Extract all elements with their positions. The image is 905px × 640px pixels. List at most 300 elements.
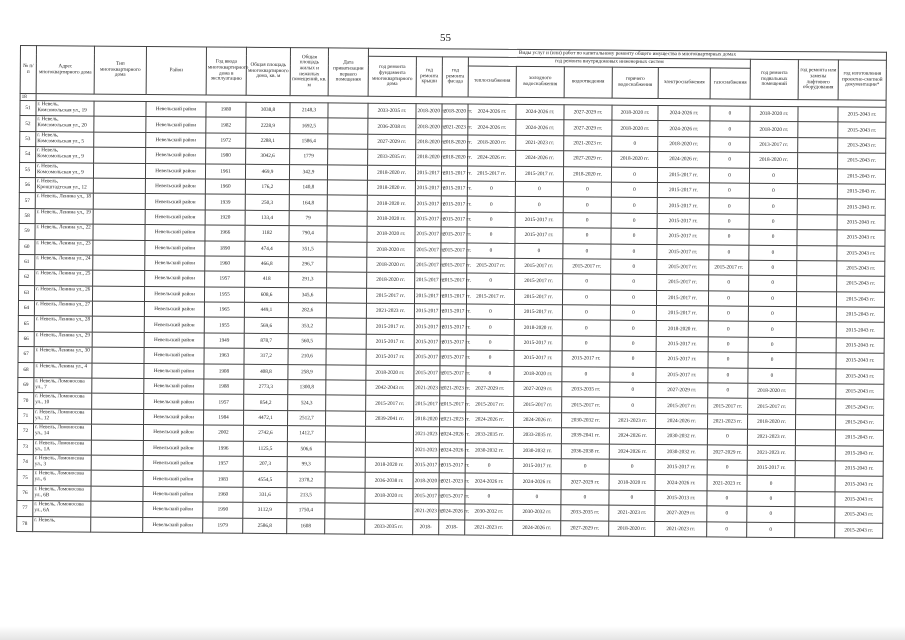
row-design: 2015-2043 гг. (835, 492, 883, 508)
row-electric: 2015-2013 гг. (655, 490, 707, 506)
row-heat: 0 (467, 181, 515, 197)
row-cold-water: 2024-2026 гг. (516, 151, 564, 167)
row-design: 2015-2043 гг. (837, 215, 885, 231)
row-privatization (326, 411, 366, 427)
row-district: Невельский район (143, 502, 203, 518)
row-type (93, 240, 145, 256)
row-drain: 2030-2032 гг. (562, 413, 610, 429)
row-living-area: 1750,4 (287, 503, 325, 519)
row-district: Невельский район (146, 148, 206, 164)
row-lift (797, 184, 837, 200)
row-district: Невельский район (145, 194, 205, 210)
row-basement: 0 (747, 506, 795, 522)
row-gas: 0 (709, 214, 749, 230)
row-design: 2015-2043 гг. (836, 384, 884, 400)
row-basement: 0 (748, 368, 796, 384)
row-number: 58 (19, 208, 35, 224)
row-heat: 0 (465, 458, 513, 474)
row-district: Невельский район (144, 348, 204, 364)
row-total-area: 2288,1 (246, 133, 290, 149)
row-foundation: 2018-2020 гг. (367, 196, 415, 212)
row-living-area: 524,3 (288, 395, 326, 411)
row-foundation: 2018-2020 гг. (367, 257, 415, 273)
row-living-area: 2148,3 (290, 103, 328, 119)
row-living-area: 164,8 (289, 195, 327, 211)
row-privatization (325, 503, 365, 519)
row-address: г. Невель, Ломоносова ул., 14 (33, 424, 91, 440)
row-roof: 2015-2017 гг. (415, 242, 441, 258)
row-type (91, 455, 143, 471)
row-design: 2015-2043 гг. (837, 184, 885, 200)
row-total-area: 331,6 (243, 487, 287, 503)
row-roof: 2015-2017 гг. (414, 350, 440, 366)
row-lift (796, 353, 836, 369)
col-roof-header: год ремонта крыши (416, 57, 442, 97)
repair-schedule-table (16, 45, 887, 539)
col-hot-water-header: горячего водоснабжения (612, 67, 658, 98)
row-type (91, 440, 143, 456)
row-cold-water: 2021-2023 гг. (516, 135, 564, 151)
row-address: г. Невель, Кронштадтская ул., 12 (35, 178, 93, 194)
row-facade: 2015-2017 гг. (440, 319, 466, 335)
row-gas: 0 (709, 183, 749, 199)
row-district: Невельский район (144, 317, 204, 333)
row-heat: 2024-2026 гг. (465, 473, 513, 489)
row-year: 1972 (206, 133, 246, 149)
row-cold-water: 2015-2017 гг. (515, 258, 563, 274)
row-privatization (326, 288, 366, 304)
row-facade: 2015-2017 гг. (441, 196, 467, 212)
row-drain: 2027-2029 гг. (564, 105, 612, 121)
row-design: 2015-2043 гг. (837, 230, 885, 246)
row-living-area: 506,6 (287, 441, 325, 457)
row-foundation (365, 503, 413, 519)
row-number: 69 (18, 378, 34, 394)
row-district: Невельский район (145, 255, 205, 271)
row-design: 2015-2043 гг. (838, 122, 886, 138)
row-drain: 2027-2029 гг. (561, 474, 609, 490)
row-gas: 2027-2029 гг. (707, 445, 747, 461)
row-hot-water: 2024-2026 гг. (609, 444, 655, 460)
row-heat: 0 (467, 273, 515, 289)
row-basement: 2021-2023 гг. (747, 445, 795, 461)
row-type (94, 101, 146, 117)
row-number: 77 (17, 501, 33, 517)
row-design: 2015-2043 гг. (838, 153, 886, 169)
row-type (92, 286, 144, 302)
row-basement: 0 (749, 276, 797, 292)
row-gas: 0 (707, 460, 747, 476)
row-design: 2015-2043 гг. (836, 307, 884, 323)
row-lift (797, 230, 837, 246)
row-total-area: 176,2 (245, 179, 289, 195)
row-total-area: 3112,9 (243, 502, 287, 518)
row-year: 1890 (205, 240, 245, 256)
row-type (91, 517, 143, 533)
row-design: 2015-2043 гг. (837, 245, 885, 261)
row-design: 2015-2043 гг. (837, 261, 885, 277)
row-basement: 2018-2020 гг. (748, 383, 796, 399)
row-privatization (326, 349, 366, 365)
row-design: 2015-2043 гг. (835, 476, 883, 492)
row-privatization (326, 334, 366, 350)
row-facade: 2024-2026 гг. (439, 504, 465, 520)
row-drain: 0 (562, 320, 610, 336)
row-facade: 2015-2017 гг. (439, 489, 465, 505)
row-total-area: 418 (245, 272, 289, 288)
row-facade: 2015-2017 гг. (441, 273, 467, 289)
row-year: 1988 (204, 379, 244, 395)
row-total-area: 469,9 (245, 164, 289, 180)
row-total-area: 608,6 (244, 287, 288, 303)
row-total-area: 3038,8 (246, 102, 290, 118)
row-foundation: 2033-2035 гг. (368, 149, 416, 165)
row-lift (798, 153, 838, 169)
row-facade: 2015-2017 гг. (441, 227, 467, 243)
row-drain: 2015-2017 гг. (562, 397, 610, 413)
row-electric: 2015-2017 гг. (657, 275, 709, 291)
row-basement: 0 (749, 183, 797, 199)
row-address: г. Невель, Ленина ул., 25 (35, 270, 93, 286)
row-lift (797, 199, 837, 215)
row-year: 1957 (204, 394, 244, 410)
row-roof: 2021-2023 гг. (413, 427, 439, 443)
row-heat: 0 (466, 366, 514, 382)
row-year: 1966 (205, 225, 245, 241)
row-type (93, 255, 145, 271)
row-electric: 2015-2017 гг. (655, 459, 707, 475)
row-lift (795, 522, 835, 538)
row-roof: 2015-2017 гг. (415, 227, 441, 243)
row-address: г. Невель, Ломоносова ул., 6А (33, 501, 91, 517)
row-electric: 2030-2032 гг. (655, 429, 707, 445)
row-gas: 0 (708, 368, 748, 384)
row-electric: 2024-2026 гг. (658, 152, 710, 168)
row-heat: 2015-2017 гг. (466, 289, 514, 305)
row-electric: 2024-2026 гг. (655, 475, 707, 491)
row-lift (795, 430, 835, 446)
row-electric: 2018-2020 гг. (656, 321, 708, 337)
row-gas: 0 (707, 521, 747, 537)
row-hot-water: 0 (611, 182, 657, 198)
row-electric: 2015-2017 гг. (657, 259, 709, 275)
row-roof: 2018-2020 гг. (414, 411, 440, 427)
row-foundation: 2015-2017 гг. (366, 396, 414, 412)
row-facade: 2021-2023 гг. (442, 119, 468, 135)
row-type (91, 486, 143, 502)
row-type (91, 424, 143, 440)
row-lift (795, 507, 835, 523)
row-basement: 0 (749, 245, 797, 261)
row-drain: 2021-2023 гг. (564, 136, 612, 152)
systems-group-header: год ремонта внутридомовых инженерных систем (468, 57, 750, 68)
row-number: 60 (19, 239, 35, 255)
row-year: 1955 (204, 317, 244, 333)
row-roof: 2021-2023 гг. (413, 504, 439, 520)
col-type-header: Тип многоквартирного дома (94, 46, 146, 94)
row-privatization (325, 488, 365, 504)
row-gas: 0 (709, 244, 749, 260)
row-number: 61 (19, 254, 35, 270)
row-number: 75 (17, 470, 33, 486)
row-cold-water: 2024-2026 гг. (516, 120, 564, 136)
row-roof: 2015-2017 гг. (415, 165, 441, 181)
row-year: 1965 (204, 302, 244, 318)
row-total-area: 2773,3 (244, 379, 288, 395)
row-living-area: 1412,7 (287, 426, 325, 442)
row-number: 53 (20, 131, 36, 147)
row-number: 59 (19, 224, 35, 240)
row-basement: 0 (747, 476, 795, 492)
row-basement: 0 (748, 322, 796, 338)
row-basement: 2018-2020 гг. (750, 122, 798, 138)
row-roof: 2015-2017 гг. (415, 181, 441, 197)
row-type (92, 363, 144, 379)
row-number: 55 (19, 162, 35, 178)
row-foundation: 2042-2043 гг. (366, 380, 414, 396)
row-cold-water: 2015-2017 гг. (515, 166, 563, 182)
row-design: 2015-2043 гг. (836, 338, 884, 354)
row-address: г. Невель, Ломоносова ул., 1А (33, 439, 91, 455)
row-district: Невельский район (145, 271, 205, 287)
row-type (93, 224, 145, 240)
row-heat: 0 (466, 304, 514, 320)
row-basement: 0 (747, 522, 795, 538)
row-facade: 2018-2020 гг. (442, 150, 468, 166)
row-type (91, 470, 143, 486)
col-district-header: Район (146, 46, 206, 94)
row-living-area: 560,5 (288, 333, 326, 349)
row-heat: 2015-2017 гг. (467, 166, 515, 182)
row-privatization (326, 365, 366, 381)
row-number: 54 (20, 147, 36, 163)
row-hot-water: 0 (611, 274, 657, 290)
row-total-area: 250,3 (245, 195, 289, 211)
row-year: 1920 (205, 210, 245, 226)
row-hot-water: 2021-2023 гг. (609, 505, 655, 521)
row-total-area: 207,3 (243, 456, 287, 472)
row-privatization (325, 518, 365, 534)
row-privatization (326, 318, 366, 334)
row-privatization (326, 380, 366, 396)
row-privatization (326, 303, 366, 319)
row-electric: 2027-2029 гг. (655, 506, 707, 522)
row-electric: 2015-2017 гг. (657, 213, 709, 229)
row-roof: 2015-2017 гг. (413, 458, 439, 474)
row-basement: 0 (749, 168, 797, 184)
row-lift (795, 445, 835, 461)
row-electric: 2015-2017 гг. (657, 198, 709, 214)
row-address: г. Невель, Ленина ул., 29 (34, 331, 92, 347)
row-foundation: 2015-2017 гг. (366, 319, 414, 335)
row-living-area: 291,3 (289, 272, 327, 288)
row-type (92, 332, 144, 348)
row-address: г. Невель, Комсомольская ул., 9 (35, 162, 93, 178)
row-living-area: 140,8 (289, 180, 327, 196)
row-drain: 0 (562, 366, 610, 382)
row-heat: 2030-2032 гг. (465, 443, 513, 459)
row-total-area: 2228,9 (246, 118, 290, 134)
row-cold-water: 0 (515, 197, 563, 213)
row-cold-water: 2024-2026 гг. (513, 520, 561, 536)
row-design: 2015-2043 гг. (836, 369, 884, 385)
row-drain: 0 (561, 459, 609, 475)
row-hot-water: 0 (611, 259, 657, 275)
row-privatization (326, 395, 366, 411)
row-facade: 2024-2026 гг. (439, 427, 465, 443)
row-hot-water: 2018-2020 гг. (609, 475, 655, 491)
row-privatization (327, 241, 367, 257)
row-address: г. Невель, Ленина ул., 26 (34, 285, 92, 301)
row-address: г. Невель, Ломоносова ул., 6В (33, 485, 91, 501)
row-number: 62 (19, 270, 35, 286)
col-facade-header: год ремонта фасада (442, 57, 468, 97)
row-roof: 2015-2017 гг. (415, 273, 441, 289)
row-year: 1955 (204, 287, 244, 303)
row-type (92, 409, 144, 425)
row-gas: 0 (708, 383, 748, 399)
row-privatization (327, 226, 367, 242)
row-hot-water: 2018-2020 гг. (612, 105, 658, 121)
row-foundation: 2036-2038 гг. (365, 473, 413, 489)
row-address: г. Невель, Комсомольская ул., 5 (36, 131, 94, 147)
row-district: Невельский район (145, 240, 205, 256)
row-lift (797, 276, 837, 292)
row-total-area: 2742,6 (243, 425, 287, 441)
row-gas: 0 (709, 198, 749, 214)
col-total-area-header: Общая площадь многоквартирного дома, кв. м (246, 47, 290, 95)
row-foundation: 2036-2038 гг. (368, 119, 416, 135)
row-privatization (325, 472, 365, 488)
row-roof: 2015-2017 гг. (414, 304, 440, 320)
row-roof: 2018-2020 гг. (416, 150, 442, 166)
row-year: 1979 (203, 517, 243, 533)
row-drain: 2033-2035 гг. (561, 505, 609, 521)
row-drain: 0 (563, 228, 611, 244)
row-cold-water: 2015-2017 гг. (515, 212, 563, 228)
row-cold-water: 2015-2017 гг. (515, 228, 563, 244)
row-lift (796, 291, 836, 307)
row-drain: 0 (562, 336, 610, 352)
section-label: 18 (20, 94, 36, 101)
row-foundation: 2033-2035 гг. (368, 103, 416, 119)
row-total-area: 449,1 (244, 302, 288, 318)
col-number-header: № п/п (20, 46, 36, 94)
row-living-area: 790,4 (289, 226, 327, 242)
row-year: 1957 (205, 271, 245, 287)
row-district: Невельский район (143, 471, 203, 487)
row-facade: 2015-2017 гг. (440, 365, 466, 381)
row-electric: 2015-2017 гг. (657, 167, 709, 183)
row-lift (796, 399, 836, 415)
row-total-area: 466,8 (245, 256, 289, 272)
row-cold-water: 2030-2032 гг. (513, 505, 561, 521)
row-roof: 2015-2017 гг. (415, 196, 441, 212)
row-living-area: 1300,8 (288, 380, 326, 396)
row-drain: 0 (563, 182, 611, 198)
row-address: г. Невель, Ленина ул., 22 (35, 224, 93, 240)
row-basement: 2015-2017 гг. (748, 399, 796, 415)
row-cold-water: 2027-2029 гг. (514, 381, 562, 397)
row-address: г. Невель, Ленина ул., 18 (35, 193, 93, 209)
row-privatization (328, 118, 368, 134)
row-total-area: 474,4 (245, 241, 289, 257)
row-gas: 2021-2023 гг. (708, 414, 748, 430)
row-foundation: 2018-2020 гг. (365, 457, 413, 473)
row-electric: 2015-2017 гг. (656, 306, 708, 322)
row-living-area: 282,6 (288, 303, 326, 319)
row-district: Невельский район (146, 117, 206, 133)
row-number: 76 (17, 485, 33, 501)
row-type (92, 393, 144, 409)
row-drain: 2039-2041 гг. (561, 428, 609, 444)
row-gas: 0 (710, 106, 750, 122)
row-lift (795, 461, 835, 477)
row-lift (798, 122, 838, 138)
row-lift (796, 414, 836, 430)
row-gas: 0 (709, 275, 749, 291)
col-living-area-header: Общая площадь жилых и нежилых помещений, кв. м (290, 48, 328, 96)
row-total-area: 4472,1 (244, 410, 288, 426)
row-facade: 2015-2017 гг. (441, 242, 467, 258)
row-cold-water: 2015-2017 гг. (513, 458, 561, 474)
row-type (93, 178, 145, 194)
row-type (94, 132, 146, 148)
col-foundation-header: год ремонта фундамента многоквартирного дома (368, 56, 416, 96)
row-address: г. Невель, (33, 516, 91, 532)
row-heat: 0 (466, 350, 514, 366)
row-hot-water: 0 (610, 305, 656, 321)
row-privatization (327, 257, 367, 273)
row-drain: 2015-2017 гг. (562, 351, 610, 367)
row-heat: 0 (465, 489, 513, 505)
row-basement: 2018-2020 гг. (748, 414, 796, 430)
row-facade: 2015-2017 гг. (440, 335, 466, 351)
col-year-header: Год ввода многоквартирного дома в эксплуатацию (206, 47, 246, 95)
works-group-header: Виды услуг и (или) работ по капитальному ремонту общего имущества в многоквартирных домах (368, 48, 886, 60)
row-hot-water: 0 (610, 336, 656, 352)
row-facade: 2015-2017 гг. (440, 396, 466, 412)
row-gas: 0 (710, 152, 750, 168)
row-roof: 2015-2017 гг. (415, 258, 441, 274)
row-number: 74 (17, 454, 33, 470)
row-gas: 0 (707, 491, 747, 507)
row-facade: 2015-2017 гг. (440, 288, 466, 304)
row-address: г. Невель, Ломоносова ул., 7 (34, 378, 92, 394)
row-district: Невельский район (143, 425, 203, 441)
row-address: г. Невель, Ленина ул., 30 (34, 347, 92, 363)
row-roof: 2015-2017 гг. (414, 365, 440, 381)
row-district: Невельский район (144, 286, 204, 302)
row-heat: 2027-2029 гг. (466, 381, 514, 397)
row-foundation: 2015-2017 гг. (366, 288, 414, 304)
row-gas: 2015-2017 гг. (708, 398, 748, 414)
row-gas: 0 (708, 291, 748, 307)
row-cold-water: 2015-2017 гг. (514, 335, 562, 351)
row-basement: 0 (748, 337, 796, 353)
row-electric: 2015-2017 гг. (656, 290, 708, 306)
row-hot-water: 2024-2026 гг. (609, 428, 655, 444)
row-living-area: 79 (289, 210, 327, 226)
row-electric: 2030-2032 гг. (655, 444, 707, 460)
col-cold-water-header: холодного водоснабжения (516, 66, 564, 97)
row-total-area: 1182 (245, 225, 289, 241)
row-type (93, 163, 145, 179)
row-year: 1996 (203, 441, 243, 457)
row-electric: 2018-2020 гг. (658, 136, 710, 152)
row-foundation: 2018-2020 гг. (365, 488, 413, 504)
row-roof: 2018-2020 гг. (416, 119, 442, 135)
